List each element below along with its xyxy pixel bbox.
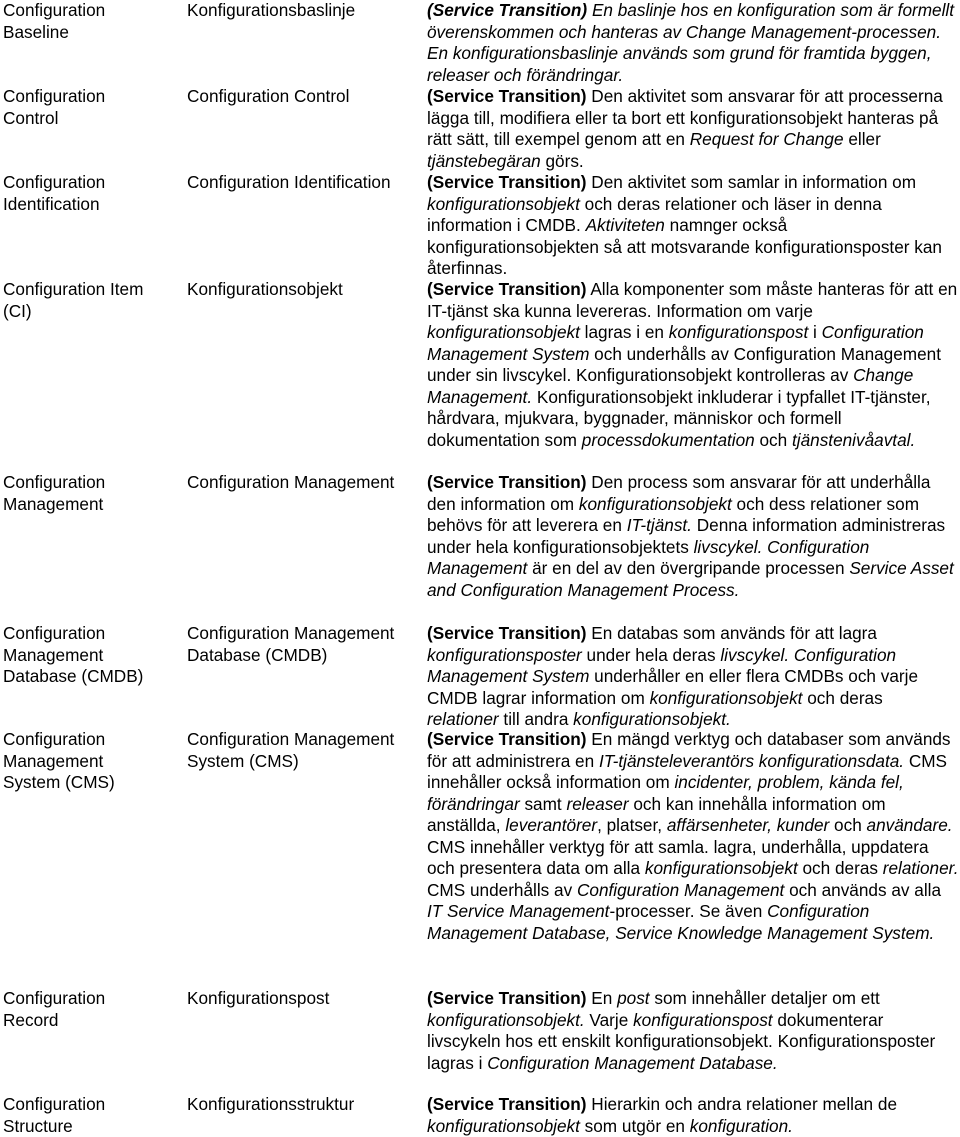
definition-text: dokumenterar livscykeln hos ett enskilt konfigurationsobjekt. Konfigurationsposter lagras i xyxy=(427,1010,935,1073)
english-term-line: Configuration xyxy=(3,172,173,194)
english-term xyxy=(3,1094,173,1137)
definition xyxy=(427,988,959,1074)
definition-domain-label: (Service Transition) xyxy=(427,472,587,492)
definition-text: konfigurationsobjekt xyxy=(427,322,580,342)
definition-domain-label: (Service Transition) xyxy=(427,623,587,643)
english-term-line: System (CMS) xyxy=(3,772,173,794)
definition-text: namnger också konfigurationsobjekten så att motsvarande konfigurationsposter kan återfinnas. xyxy=(427,215,942,278)
english-term xyxy=(3,279,173,322)
definition-text: och används av alla xyxy=(784,880,941,900)
swedish-term xyxy=(187,172,422,194)
definition xyxy=(427,729,959,944)
english-term-line: Management xyxy=(3,645,173,667)
swedish-term-line: Configuration Control xyxy=(187,86,422,108)
english-term-line: Configuration xyxy=(3,729,173,751)
definition-text: En xyxy=(587,988,618,1008)
definition xyxy=(427,172,959,280)
swedish-term-line: Konfigurationspost xyxy=(187,988,422,1010)
english-term xyxy=(3,0,173,43)
definition-text: och deras xyxy=(802,688,882,708)
definition-domain-label: (Service Transition) xyxy=(427,279,587,299)
definition-text: konfiguration. xyxy=(690,1116,793,1136)
definition-text: livscykel. Configuration Management System xyxy=(427,645,896,687)
definition xyxy=(427,472,959,601)
english-term-line: Baseline xyxy=(3,22,173,44)
definition-text: Change Management xyxy=(686,22,851,42)
definition-text: lagras i en xyxy=(580,322,669,342)
english-term-line: Structure xyxy=(3,1116,173,1137)
definition-text: konfigurationsobjekt xyxy=(427,194,580,214)
definition-text: IT-tjänsteleverantörs konfigurationsdata. xyxy=(599,751,904,771)
english-term-line: Configuration xyxy=(3,1094,173,1116)
english-term-line: Record xyxy=(3,1010,173,1032)
definition-text: och kan innehålla information om anställda, xyxy=(427,794,886,836)
definition-text: byggen xyxy=(870,43,926,63)
definition-text: Configuration Management Database, Service Knowledge Management System. xyxy=(427,901,934,943)
english-term xyxy=(3,623,173,688)
definition-text: i xyxy=(808,322,821,342)
definition-text: konfigurationsobjekt. xyxy=(427,1010,585,1030)
swedish-term xyxy=(187,623,422,666)
definition-text: och xyxy=(755,430,792,450)
english-term-line: Configuration xyxy=(3,988,173,1010)
english-term-line: Management xyxy=(3,751,173,773)
definition-domain-label: (Service Transition) xyxy=(427,0,592,20)
definition-text: konfigurationsbaslinje xyxy=(453,43,618,63)
english-term-line: Management xyxy=(3,494,173,516)
definition-text: konfigurationspost xyxy=(669,322,809,342)
english-term-line: Database (CMDB) xyxy=(3,666,173,688)
definition-domain-label: (Service Transition) xyxy=(427,1094,587,1114)
definition-text: relationer. xyxy=(883,858,959,878)
definition-text: Hierarkin och andra relationer mellan de xyxy=(587,1094,898,1114)
definition-domain-label: (Service Transition) xyxy=(427,729,587,749)
definition-text: , platser, xyxy=(597,815,667,835)
swedish-term-line: Configuration Management xyxy=(187,472,422,494)
swedish-term xyxy=(187,86,422,108)
definition-text: förändringar. xyxy=(526,65,623,85)
definition-text: konfigurationsobjekt xyxy=(427,1116,580,1136)
definition-text: och xyxy=(829,815,866,835)
definition-text: konfigurationsobjekt xyxy=(645,858,798,878)
definition xyxy=(427,0,959,86)
definition-text: samt xyxy=(520,794,567,814)
definition-text: En databas som används för att lagra xyxy=(587,623,877,643)
definition-text: En mängd verktyg och databaser som används för att administrera en xyxy=(427,729,951,771)
swedish-term xyxy=(187,729,422,772)
definition-text: är en del av den övergripande processen xyxy=(527,558,849,578)
english-term-line: Identification xyxy=(3,194,173,216)
definition-domain-label: (Service Transition) xyxy=(427,172,587,192)
swedish-term xyxy=(187,0,422,22)
definition-text: tjänstebegäran xyxy=(427,151,541,171)
definition-text: som innehåller detaljer om ett xyxy=(650,988,880,1008)
definition-text: Service Asset and Configuration Management Process. xyxy=(427,558,954,600)
english-term xyxy=(3,988,173,1031)
definition-text: tjänstenivåavtal. xyxy=(792,430,915,450)
definition-domain-label: (Service Transition) xyxy=(427,988,587,1008)
definition-text: och dess relationer som behövs för att leverera en xyxy=(427,494,919,536)
swedish-term xyxy=(187,1094,422,1116)
definition-domain-label: (Service Transition) xyxy=(427,86,587,106)
swedish-term-line: Konfigurationsbaslinje xyxy=(187,0,422,22)
definition-text: affärsenheter, kunder xyxy=(667,815,829,835)
definition-text: Configuration Management xyxy=(577,880,784,900)
definition-text: under hela deras xyxy=(582,645,721,665)
definition-text: Den process som ansvarar för att underhålla den information om xyxy=(427,472,930,514)
definition-text: Aktiviteten xyxy=(586,215,665,235)
definition-text: Request for Change xyxy=(690,129,844,149)
definition-text: -processer. Se även xyxy=(609,901,767,921)
swedish-term-line: Configuration Management xyxy=(187,729,422,751)
definition-text: releaser xyxy=(427,65,489,85)
definition-text: processdokumentation xyxy=(582,430,755,450)
swedish-term-line: Konfigurationsobjekt xyxy=(187,279,422,301)
definition-text: IT Service Management xyxy=(427,901,609,921)
definition-text: används som grund för framtida xyxy=(618,43,870,63)
definition-text: incidenter, problem, kända fel, förändringar xyxy=(427,772,904,814)
definition-text: Den aktivitet som ansvarar för att processerna lägga till, modifiera eller ta bort ett konfigurationsobjekt hanteras på rätt sätt, till exempel genom att en xyxy=(427,86,943,149)
definition-text: underhåller en eller flera CMDBs och varje CMDB lagrar information om xyxy=(427,666,918,708)
definition-text: Denna information administreras under hela konfigurationsobjektets xyxy=(427,515,945,557)
definition-text: Change Management. xyxy=(427,365,913,407)
swedish-term-line: Configuration Identification xyxy=(187,172,422,194)
definition-text: IT-tjänst. xyxy=(627,515,692,535)
swedish-term-line: Konfigurationsstruktur xyxy=(187,1094,422,1116)
english-term xyxy=(3,472,173,515)
definition-text: och deras xyxy=(798,858,883,878)
definition-text: eller xyxy=(844,129,881,149)
english-term xyxy=(3,172,173,215)
english-term xyxy=(3,86,173,129)
english-term-line: Configuration xyxy=(3,86,173,108)
english-term-line: Configuration xyxy=(3,0,173,22)
definition-text: relationer xyxy=(427,709,499,729)
swedish-term-line: Database (CMDB) xyxy=(187,645,422,667)
definition-text: Den aktivitet som samlar in information om xyxy=(587,172,917,192)
definition-text: -processen. En xyxy=(427,22,941,64)
definition xyxy=(427,279,959,451)
definition-text: konfigurationspost xyxy=(633,1010,773,1030)
definition-text: livscykel. Configuration Management xyxy=(427,537,869,579)
english-term-line: (CI) xyxy=(3,301,173,323)
definition-text: CMS innehåller också information om xyxy=(427,751,947,793)
definition-text: görs. xyxy=(541,151,584,171)
definition-text: CMS underhålls av xyxy=(427,880,577,900)
definition-text: Configuration Management Database. xyxy=(487,1053,777,1073)
definition-text: som utgör en xyxy=(580,1116,690,1136)
definition-text: konfigurationsobjekt xyxy=(579,494,732,514)
definition-text: Konfigurationsobjekt inkluderar i typfallet IT-tjänster, hårdvara, mjukvara, byggnader, människor och formell dokumentation som xyxy=(427,387,931,450)
definition xyxy=(427,623,959,731)
definition-text: leverantörer xyxy=(505,815,597,835)
definition-text: konfigurationsobjekt. xyxy=(573,709,731,729)
definition-text: post xyxy=(617,988,650,1008)
swedish-term xyxy=(187,472,422,494)
definition-text: och xyxy=(489,65,526,85)
definition-text: till andra xyxy=(499,709,574,729)
definition-text: releaser xyxy=(566,794,628,814)
swedish-term-line: Configuration Management xyxy=(187,623,422,645)
definition-text: och deras relationer och läser in denna information i CMDB. xyxy=(427,194,882,236)
definition-text: Varje xyxy=(585,1010,633,1030)
definition-text: användare. xyxy=(867,815,953,835)
swedish-term-line: System (CMS) xyxy=(187,751,422,773)
definition-text: konfigurationsobjekt xyxy=(650,688,803,708)
english-term-line: Configuration xyxy=(3,623,173,645)
definition-text: , xyxy=(927,43,932,63)
definition-text: Configuration Management System xyxy=(427,322,924,364)
definition-text: konfigurationsposter xyxy=(427,645,582,665)
swedish-term xyxy=(187,279,422,301)
english-term-line: Control xyxy=(3,108,173,130)
swedish-term xyxy=(187,988,422,1010)
definition-text: och underhålls av Configuration Management under sin livscykel. Konfigurationsobjekt kontrolleras av xyxy=(427,344,941,386)
english-term xyxy=(3,729,173,794)
english-term-line: Configuration xyxy=(3,472,173,494)
english-term-line: Configuration Item xyxy=(3,279,173,301)
definition xyxy=(427,1094,959,1137)
definition xyxy=(427,86,959,172)
definition-text: En baslinje hos en konfiguration som är formellt överenskommen och hanteras av xyxy=(427,0,954,42)
definition-text: Alla komponenter som måste hanteras för att en IT-tjänst ska kunna levereras. Information om varje xyxy=(427,279,957,321)
definition-text: CMS innehåller verktyg för att samla. lagra, underhålla, uppdatera och presentera data om alla xyxy=(427,837,929,879)
